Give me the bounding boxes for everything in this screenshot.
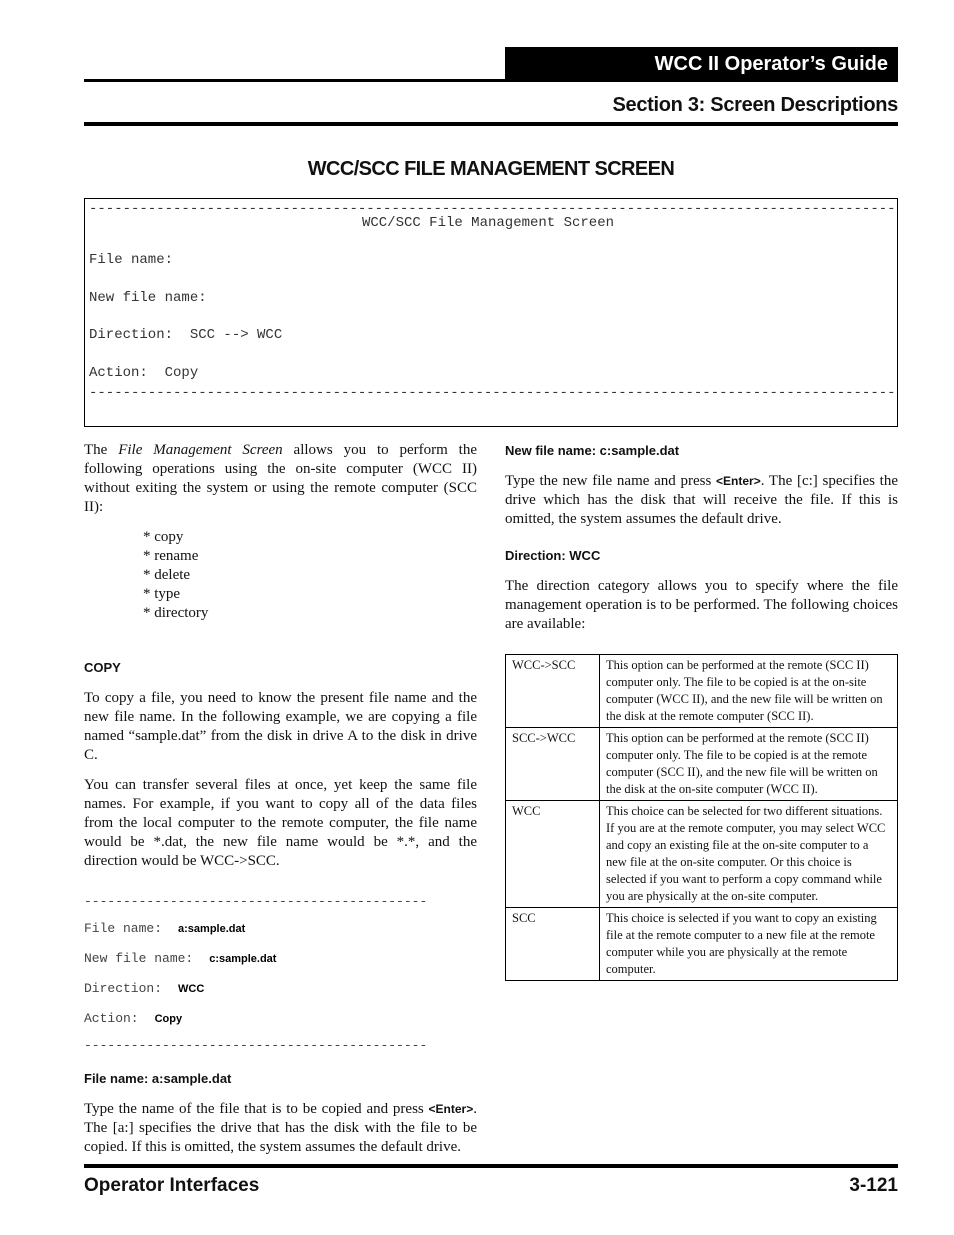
example-dash-bottom: -------------------------------------------- — [84, 1038, 428, 1052]
list-item: * copy — [143, 529, 184, 545]
screen-mock-new-file-name: New file name: — [89, 290, 207, 306]
direction-options-table — [505, 654, 898, 981]
new-file-paragraph — [505, 472, 898, 529]
option-name: WCC->SCC — [506, 655, 600, 728]
list-item: * type — [143, 586, 181, 602]
intro-emphasis: File Management Screen — [118, 442, 283, 458]
example-value: c:sample.dat — [209, 953, 277, 965]
example-value: Copy — [154, 1013, 183, 1025]
new-file-text-post: . The [c:] specifies the drive which has the disk that will receive the file. If this is omitted, the system assumes the default drive. — [505, 473, 898, 527]
example-row — [84, 914, 477, 944]
example-row — [84, 1004, 477, 1034]
example-value: WCC — [178, 983, 205, 995]
example-label: Direction: — [84, 981, 163, 996]
footer-rule — [84, 1164, 898, 1168]
example-row — [84, 974, 477, 1004]
example-label: New file name: — [84, 951, 194, 966]
option-name: SCC — [506, 908, 600, 981]
option-description: This option can be performed at the remote (SCC II) computer only. The file to be copied is at the on-site computer (WCC II), and the new file will be written on the disk at the remote computer (SCC II). — [600, 655, 898, 728]
screen-mock-file-name: File name: — [89, 252, 174, 268]
option-description: This choice is selected if you want to copy an existing file at the remote computer to a new file at the remote computer while you are physically at the remote computer. — [600, 908, 898, 981]
screen-dash-bottom — [89, 383, 895, 397]
list-item: * delete — [143, 567, 191, 583]
intro-text-post: allows you to perform the following operations using the on-site computer (WCC II) without exiting the system or using the remote computer (SCC II): — [84, 442, 477, 515]
header-rule — [84, 79, 505, 82]
screen-dash-top — [89, 199, 895, 213]
example-label: File name: — [84, 921, 163, 936]
new-file-text-pre: Type the new file name and press — [505, 473, 717, 489]
option-name: WCC — [506, 801, 600, 908]
option-name: SCC->WCC — [506, 728, 600, 801]
left-column — [84, 441, 477, 1157]
enter-key-label: <Enter> — [428, 1102, 474, 1116]
copy-paragraph-1: To copy a file, you need to know the present file name and the new file name. In the following example, we are copying a file named “sample.dat” from the disk in drive A to the disk in drive C. — [84, 690, 477, 763]
guide-title-bar: WCC II Operator’s Guide — [505, 47, 898, 82]
file-name-text-pre: Type the name of the file that is to be copied and press — [84, 1101, 429, 1117]
example-row — [84, 944, 477, 974]
table-row — [506, 801, 898, 908]
operations-list — [84, 528, 477, 623]
example-dash-top: -------------------------------------------- — [84, 894, 428, 908]
direction-heading: Direction: WCC — [505, 548, 601, 563]
file-name-paragraph — [84, 1100, 477, 1157]
intro-paragraph — [84, 441, 477, 517]
screen-mock-action: Action: Copy — [89, 365, 199, 381]
screen-heading: WCC/SCC FILE MANAGEMENT SCREEN — [307, 158, 675, 180]
right-column — [505, 441, 898, 981]
list-item: * directory — [143, 605, 209, 621]
table-row — [506, 728, 898, 801]
copy-heading: COPY — [84, 660, 121, 675]
intro-text-pre: The — [84, 442, 119, 458]
example-label: Action: — [84, 1011, 139, 1026]
new-file-heading: New file name: c:sample.dat — [505, 443, 680, 458]
option-description: This choice can be selected for two different situations. If you are at the remote computer, you may select WCC and copy an existing file at the on-site computer to a new file at the on-site computer. Or this choice is selected if you want to perform a copy command while you are physically at the on-site computer. — [600, 801, 898, 908]
copy-paragraph-2: You can transfer several files at once, yet keep the same file names. For example, if you want to copy all of the data files from the local computer to the remote computer, the file name would be *.dat, the new file name would be *.*, and the direction would be WCC->SCC. — [84, 777, 477, 869]
screen-mock-box — [84, 198, 898, 427]
screen-mock-title: WCC/SCC File Management Screen — [361, 215, 615, 231]
example-block — [84, 914, 477, 1034]
table-row — [506, 655, 898, 728]
footer-title: Operator Interfaces — [84, 1175, 260, 1196]
enter-key-label: <Enter> — [716, 474, 761, 488]
table-row — [506, 908, 898, 981]
example-value: a:sample.dat — [178, 923, 246, 935]
list-item: * rename — [143, 548, 199, 564]
section-rule — [84, 122, 898, 126]
file-name-heading: File name: a:sample.dat — [84, 1071, 232, 1086]
direction-paragraph: The direction category allows you to specify where the file management operation is to be performed. The following choices are available: — [505, 578, 898, 632]
section-title: Section 3: Screen Descriptions — [612, 94, 898, 116]
file-name-text-post: . The [a:] specifies the drive that has the disk with the file to be copied. If this is omitted, the system assumes the default drive. — [84, 1101, 477, 1155]
page-number: 3-121 — [849, 1175, 898, 1196]
option-description: This option can be performed at the remote (SCC II) computer only. The file to be copied is at the remote computer (SCC II), and the new file will be written on the disk at the on-site computer (WCC II). — [600, 728, 898, 801]
screen-mock-direction: Direction: SCC --> WCC — [89, 327, 283, 343]
